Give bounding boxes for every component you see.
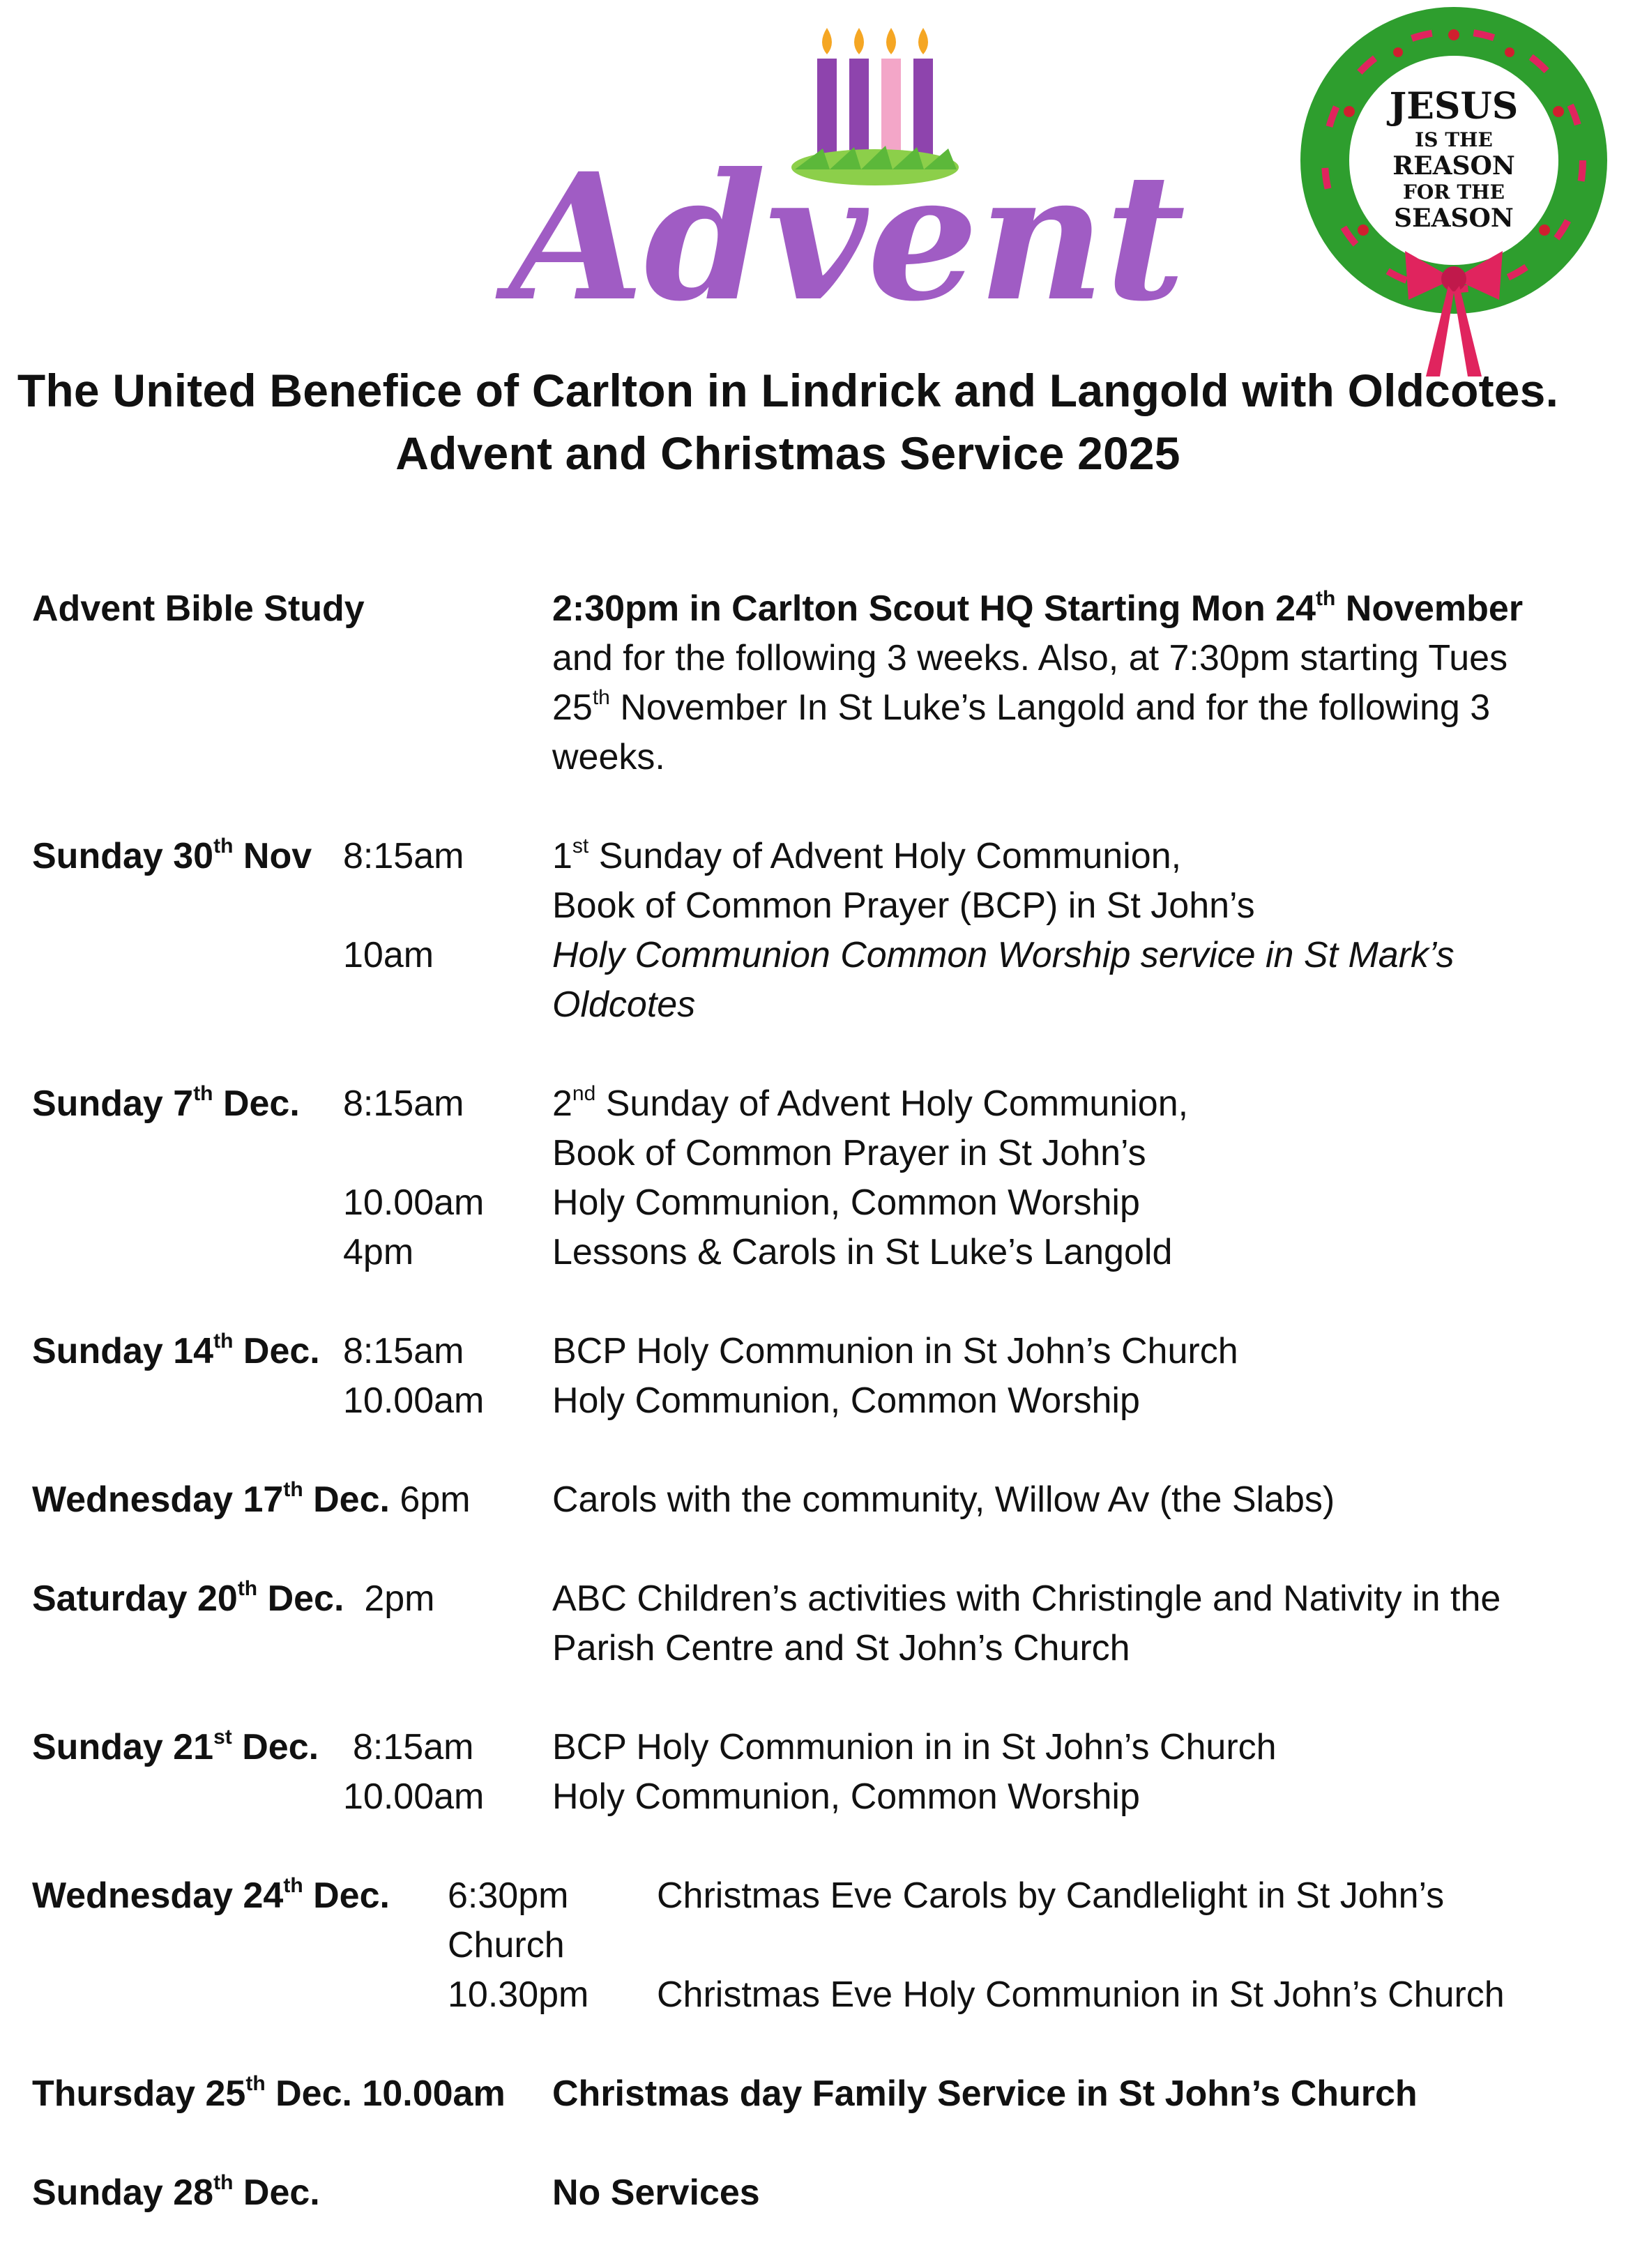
entry-day: Sunday 21st Dec.	[32, 1726, 319, 1767]
entry-description: Parish Centre and St John’s Church	[552, 1628, 1130, 1668]
entry-time: 8:15am	[343, 1083, 464, 1124]
entry-description: Holy Communion, Common Worship	[552, 1182, 1140, 1223]
entry-description: Holy Communion, Common Worship	[552, 1776, 1140, 1817]
entry-day: Sunday 28th Dec.	[32, 2171, 320, 2213]
entry-description: Christmas Eve Carols by Candlelight in St John’s	[657, 1875, 1445, 1916]
entry-label: Advent Bible Study	[32, 588, 365, 629]
entry-dec17	[32, 1475, 1594, 1525]
entry-time: 2pm	[364, 1578, 435, 1619]
entry-description: 2nd Sunday of Advent Holy Communion,	[552, 1082, 1189, 1124]
entry-description: Book of Common Prayer (BCP) in St John’s	[552, 885, 1255, 926]
wreath-text-1: JESUS	[1389, 85, 1519, 128]
entry-dec28	[32, 2168, 1594, 2218]
entry-dec7	[32, 1079, 1594, 1277]
entry-description: Christmas day Family Service in St John’s Church	[552, 2073, 1418, 2114]
entry-dec21	[32, 1723, 1594, 1822]
wreath-image	[1293, 0, 1614, 390]
service-schedule	[32, 584, 1594, 2267]
entry-dec24	[32, 1871, 1594, 2020]
candle-flames-icon	[822, 28, 928, 54]
entry-description: Oldcotes	[552, 984, 696, 1025]
entry-day: Sunday 14th Dec.	[32, 1330, 320, 1371]
entry-description: Holy Communion, Common Worship	[552, 1380, 1140, 1421]
entry-bible-study	[32, 584, 1594, 782]
entry-time: 6pm	[400, 1479, 471, 1520]
page-subtitle: Advent and Christmas Service 2025	[395, 427, 1180, 479]
advent-logo-text: Advent	[509, 135, 1186, 340]
entry-nov30	[32, 832, 1594, 1030]
wreath-text-4: FOR THE	[1403, 181, 1505, 204]
entry-time: 8:15am	[343, 1331, 464, 1371]
entry-day: Wednesday 17th Dec. 6pm	[32, 1478, 471, 1520]
entry-time: 4pm	[343, 1232, 414, 1272]
wreath-text-5: SEASON	[1394, 204, 1514, 233]
entry-dec25	[32, 2069, 1594, 2119]
entry-time: 10.30pm	[448, 1974, 589, 2015]
entry-day: Thursday 25th Dec. 10.00am	[32, 2072, 506, 2114]
entry-description: Christmas Eve Holy Communion in St John’s Church	[657, 1974, 1505, 2015]
entry-description: BCP Holy Communion in in St John’s Church	[552, 1727, 1277, 1767]
entry-time: 6:30pm	[448, 1875, 569, 1916]
entry-description: weeks.	[552, 737, 665, 777]
advent-logo	[502, 13, 1186, 354]
page-title: The United Benefice of Carlton in Lindrick and Langold with Oldcotes.	[17, 365, 1559, 416]
entry-time: 8:15am	[353, 1727, 474, 1767]
entry-time: 10am	[343, 935, 434, 975]
entry-day: Sunday 7th Dec.	[32, 1082, 300, 1124]
entry-description: 25th November In St Luke’s Langold and for the following 3	[552, 686, 1491, 728]
entry-description: Church	[448, 1925, 565, 1965]
entry-day: Saturday 20th Dec. 2pm	[32, 1577, 435, 1619]
entry-description: BCP Holy Communion in St John’s Church	[552, 1331, 1238, 1371]
entry-description: Carols with the community, Willow Av (the Slabs)	[552, 1479, 1335, 1520]
entry-description: ABC Children’s activities with Christingle and Nativity in the	[552, 1578, 1501, 1619]
entry-description: Lessons & Carols in St Luke’s Langold	[552, 1232, 1173, 1272]
entry-description: Holy Communion Common Worship service in St Mark’s	[552, 935, 1454, 975]
entry-description: 2:30pm in Carlton Scout HQ Starting Mon 24th November	[552, 587, 1524, 629]
entry-day: Wednesday 24th Dec.	[32, 1874, 390, 1916]
entry-dec14	[32, 1327, 1594, 1426]
entry-description: Book of Common Prayer in St John’s	[552, 1133, 1146, 1173]
entry-time: 8:15am	[343, 836, 464, 876]
entry-time: 10.00am	[343, 1776, 485, 1817]
entry-time: 10.00am	[343, 1380, 485, 1421]
entry-description: No Services	[552, 2172, 760, 2213]
wreath-text-2: IS THE	[1415, 128, 1493, 151]
entry-description: and for the following 3 weeks. Also, at 7:30pm starting Tues	[552, 638, 1508, 678]
entry-day: Sunday 30th Nov	[32, 835, 312, 876]
entry-dec20	[32, 1574, 1594, 1673]
wreath-text-3: REASON	[1392, 151, 1515, 181]
entry-time: 10.00am	[343, 1182, 485, 1223]
entry-description: 1st Sunday of Advent Holy Communion,	[552, 835, 1182, 876]
